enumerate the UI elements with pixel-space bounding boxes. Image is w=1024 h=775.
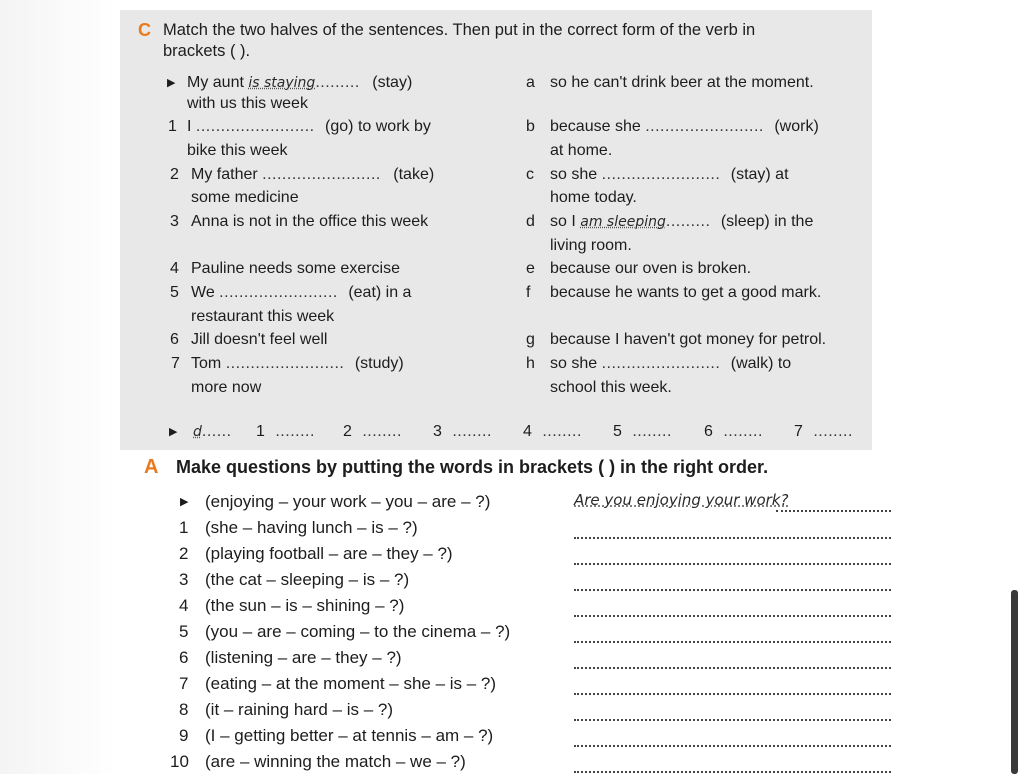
c-right-d-verb: (sleep) in the bbox=[720, 213, 814, 230]
exercise-a-item-1-answer-line[interactable] bbox=[574, 537, 891, 539]
answer-row-4-blank[interactable]: ........ bbox=[542, 423, 582, 440]
c-item-2-pre: My father bbox=[191, 166, 258, 183]
answer-row-5-blank[interactable]: ........ bbox=[632, 423, 672, 440]
c-right-c-pre: so she bbox=[550, 166, 598, 183]
exercise-a-item-9-num: 9 bbox=[179, 726, 189, 745]
exercise-a-item-3-prompt: (the cat – sleeping – is – ?) bbox=[205, 570, 410, 589]
example-arrow-icon: ▶ bbox=[167, 77, 176, 89]
answer-row-example-dots: ...... bbox=[201, 423, 232, 440]
exercise-a-item-1-num: 1 bbox=[179, 518, 189, 537]
c-right-d-letter: d bbox=[526, 213, 535, 230]
c-right-g-text: because I haven't got money for petrol. bbox=[550, 331, 827, 348]
c-right-f-text: because he wants to get a good mark. bbox=[550, 284, 822, 301]
answer-row-3-num: 3 bbox=[433, 423, 442, 440]
exercise-a-item-2-prompt: (playing football – are – they – ?) bbox=[205, 544, 453, 563]
exercise-a-item-4-prompt: (the sun – is – shining – ?) bbox=[205, 596, 405, 615]
answer-row-arrow-icon: ▶ bbox=[169, 426, 178, 438]
c-item-4-num: 4 bbox=[170, 260, 179, 277]
c-right-c-letter: c bbox=[526, 166, 534, 183]
exercise-a-item-10-prompt: (are – winning the match – we – ?) bbox=[205, 752, 466, 771]
c-right-h-blank[interactable]: ........................ bbox=[601, 355, 721, 372]
c-item-5-cont: restaurant this week bbox=[191, 308, 335, 325]
exercise-a-item-6-prompt: (listening – are – they – ?) bbox=[205, 648, 402, 667]
c-right-h-verb: (walk) to bbox=[730, 355, 792, 372]
exercise-a-item-8-answer-line[interactable] bbox=[574, 719, 891, 721]
exercise-c-letter: C bbox=[138, 20, 151, 40]
answer-row-4-num: 4 bbox=[523, 423, 532, 440]
answer-row-7-blank[interactable]: ........ bbox=[813, 423, 853, 440]
c-example-answer: is staying bbox=[248, 75, 316, 91]
answer-row-3-blank[interactable]: ........ bbox=[452, 423, 492, 440]
exercise-a-item-7-answer-line[interactable] bbox=[574, 693, 891, 695]
c-item-1-num: 1 bbox=[168, 118, 177, 135]
c-item-2-num: 2 bbox=[170, 166, 179, 183]
c-right-h-letter: h bbox=[526, 355, 535, 372]
c-item-6-num: 6 bbox=[170, 331, 179, 348]
answer-row-2-blank[interactable]: ........ bbox=[362, 423, 402, 440]
answer-row-2-num: 2 bbox=[343, 423, 352, 440]
exercise-a-item-8-num: 8 bbox=[179, 700, 189, 719]
exercise-a-item-7-num: 7 bbox=[179, 674, 189, 693]
c-item-5-blank[interactable]: ........................ bbox=[219, 284, 338, 301]
c-item-1-blank[interactable]: ........................ bbox=[195, 118, 315, 135]
exercise-a-item-6-answer-line[interactable] bbox=[574, 667, 891, 669]
c-right-b-letter: b bbox=[526, 118, 535, 135]
c-item-7-num: 7 bbox=[171, 355, 180, 372]
c-item-5-pre: We bbox=[191, 284, 215, 301]
c-example-pre: My aunt bbox=[187, 74, 244, 91]
c-right-d-dots: ......... bbox=[665, 213, 711, 230]
c-right-h-line bbox=[550, 352, 791, 376]
exercise-a-item-8-prompt: (it – raining hard – is – ?) bbox=[205, 700, 394, 719]
answer-row-4[interactable] bbox=[523, 420, 582, 444]
exercise-a-example-arrow-icon: ▶ bbox=[180, 496, 189, 508]
scrollbar[interactable] bbox=[1011, 590, 1018, 774]
exercise-a-item-10-num: 10 bbox=[170, 752, 189, 771]
c-right-c-line bbox=[550, 163, 789, 187]
answer-row-6-blank[interactable]: ........ bbox=[723, 423, 763, 440]
c-item-5-num: 5 bbox=[170, 284, 179, 301]
answer-row-example-answer: d bbox=[193, 424, 202, 440]
exercise-a-example-prompt: (enjoying – your work – you – are – ?) bbox=[205, 492, 491, 511]
c-right-b-cont: at home. bbox=[550, 142, 613, 159]
answer-row-2[interactable] bbox=[343, 420, 402, 444]
answer-row-6-num: 6 bbox=[704, 423, 713, 440]
c-item-5-line bbox=[191, 281, 411, 305]
answer-row-6[interactable] bbox=[704, 420, 763, 444]
answer-row-example bbox=[193, 420, 232, 444]
c-example-dots: ......... bbox=[315, 74, 360, 91]
c-item-7-blank[interactable]: ........................ bbox=[225, 355, 345, 372]
c-right-d-cont: living room. bbox=[550, 237, 632, 254]
c-item-7-pre: Tom bbox=[191, 355, 222, 372]
c-right-c-verb: (stay) at bbox=[730, 166, 789, 183]
exercise-c-instruction-line1: Match the two halves of the sentences. Then put in the correct form of the verb in bbox=[163, 21, 756, 39]
exercise-a-item-7-prompt: (eating – at the moment – she – is – ?) bbox=[205, 674, 497, 693]
exercise-a-item-3-answer-line[interactable] bbox=[574, 589, 891, 591]
exercise-a-item-6-num: 6 bbox=[179, 648, 189, 667]
c-item-3-num: 3 bbox=[170, 213, 179, 230]
exercise-a-item-4-num: 4 bbox=[179, 596, 189, 615]
exercise-a-item-10-answer-line[interactable] bbox=[574, 771, 891, 773]
exercise-c-instruction-line2: brackets ( ). bbox=[163, 42, 251, 60]
c-right-a-text: so he can't drink beer at the moment. bbox=[550, 74, 814, 91]
exercise-a-example-line bbox=[776, 510, 891, 512]
c-example-verb: (stay) bbox=[372, 74, 413, 91]
c-right-c-blank[interactable]: ........................ bbox=[601, 166, 721, 183]
answer-row-7[interactable] bbox=[794, 420, 853, 444]
c-right-g-letter: g bbox=[526, 331, 535, 348]
c-right-e-text: because our oven is broken. bbox=[550, 260, 752, 277]
answer-row-1[interactable] bbox=[256, 420, 315, 444]
c-right-b-pre: because she bbox=[550, 118, 641, 135]
c-right-a-letter: a bbox=[526, 74, 535, 91]
c-item-2-line bbox=[191, 163, 434, 187]
c-item-1-verb: (go) to work by bbox=[325, 118, 431, 135]
c-item-3-text: Anna is not in the office this week bbox=[191, 213, 429, 230]
c-example-cont: with us this week bbox=[187, 95, 308, 112]
c-right-f-letter: f bbox=[526, 284, 531, 301]
c-item-4-text: Pauline needs some exercise bbox=[191, 260, 401, 277]
c-item-6-text: Jill doesn't feel well bbox=[191, 331, 328, 348]
exercise-a-item-2-num: 2 bbox=[179, 544, 189, 563]
c-item-2-verb: (take) bbox=[393, 166, 435, 183]
c-item-7-verb: (study) bbox=[354, 355, 404, 372]
exercise-a-item-9-prompt: (I – getting better – at tennis – am – ?) bbox=[205, 726, 494, 745]
exercise-a-item-5-prompt: (you – are – coming – to the cinema – ?) bbox=[205, 622, 511, 641]
c-right-b-line bbox=[550, 115, 819, 139]
answer-row-7-num: 7 bbox=[794, 423, 803, 440]
exercise-a-item-4-answer-line[interactable] bbox=[574, 615, 891, 617]
c-right-b-verb: (work) bbox=[774, 118, 819, 135]
exercise-a-item-5-num: 5 bbox=[179, 622, 189, 641]
c-right-h-cont: school this week. bbox=[550, 379, 672, 396]
exercise-a-letter: A bbox=[144, 456, 159, 478]
answer-row-5[interactable] bbox=[613, 420, 672, 444]
page-shadow bbox=[0, 0, 118, 774]
c-right-d-line bbox=[550, 210, 813, 234]
exercise-a-example-answer: Are you enjoying your work? bbox=[574, 491, 789, 509]
c-item-1-pre: I bbox=[187, 118, 192, 135]
exercise-a-instruction: Make questions by putting the words in brackets ( ) in the right order. bbox=[176, 457, 769, 477]
c-item-7-line bbox=[191, 352, 404, 376]
c-item-1-line bbox=[187, 115, 431, 139]
c-item-2-blank[interactable]: ........................ bbox=[262, 166, 381, 183]
c-right-h-pre: so she bbox=[550, 355, 598, 372]
c-item-2-cont: some medicine bbox=[191, 189, 299, 206]
exercise-a-item-5-answer-line[interactable] bbox=[574, 641, 891, 643]
answer-row-1-blank[interactable]: ........ bbox=[275, 423, 315, 440]
answer-row-1-num: 1 bbox=[256, 423, 265, 440]
c-right-c-cont: home today. bbox=[550, 189, 637, 206]
exercise-a-item-9-answer-line[interactable] bbox=[574, 745, 891, 747]
exercise-a-item-1-prompt: (she – having lunch – is – ?) bbox=[205, 518, 418, 537]
exercise-a-item-2-answer-line[interactable] bbox=[574, 563, 891, 565]
c-right-d-pre: so I bbox=[550, 213, 576, 230]
c-right-d-answer: am sleeping bbox=[580, 214, 666, 230]
exercise-a-item-3-num: 3 bbox=[179, 570, 189, 589]
c-right-b-blank[interactable]: ........................ bbox=[645, 118, 764, 135]
c-item-1-cont: bike this week bbox=[187, 142, 288, 159]
answer-row-5-num: 5 bbox=[613, 423, 622, 440]
answer-row-3[interactable] bbox=[433, 420, 492, 444]
c-right-e-letter: e bbox=[526, 260, 535, 277]
c-item-7-cont: more now bbox=[191, 379, 262, 396]
c-item-5-verb: (eat) in a bbox=[348, 284, 412, 301]
